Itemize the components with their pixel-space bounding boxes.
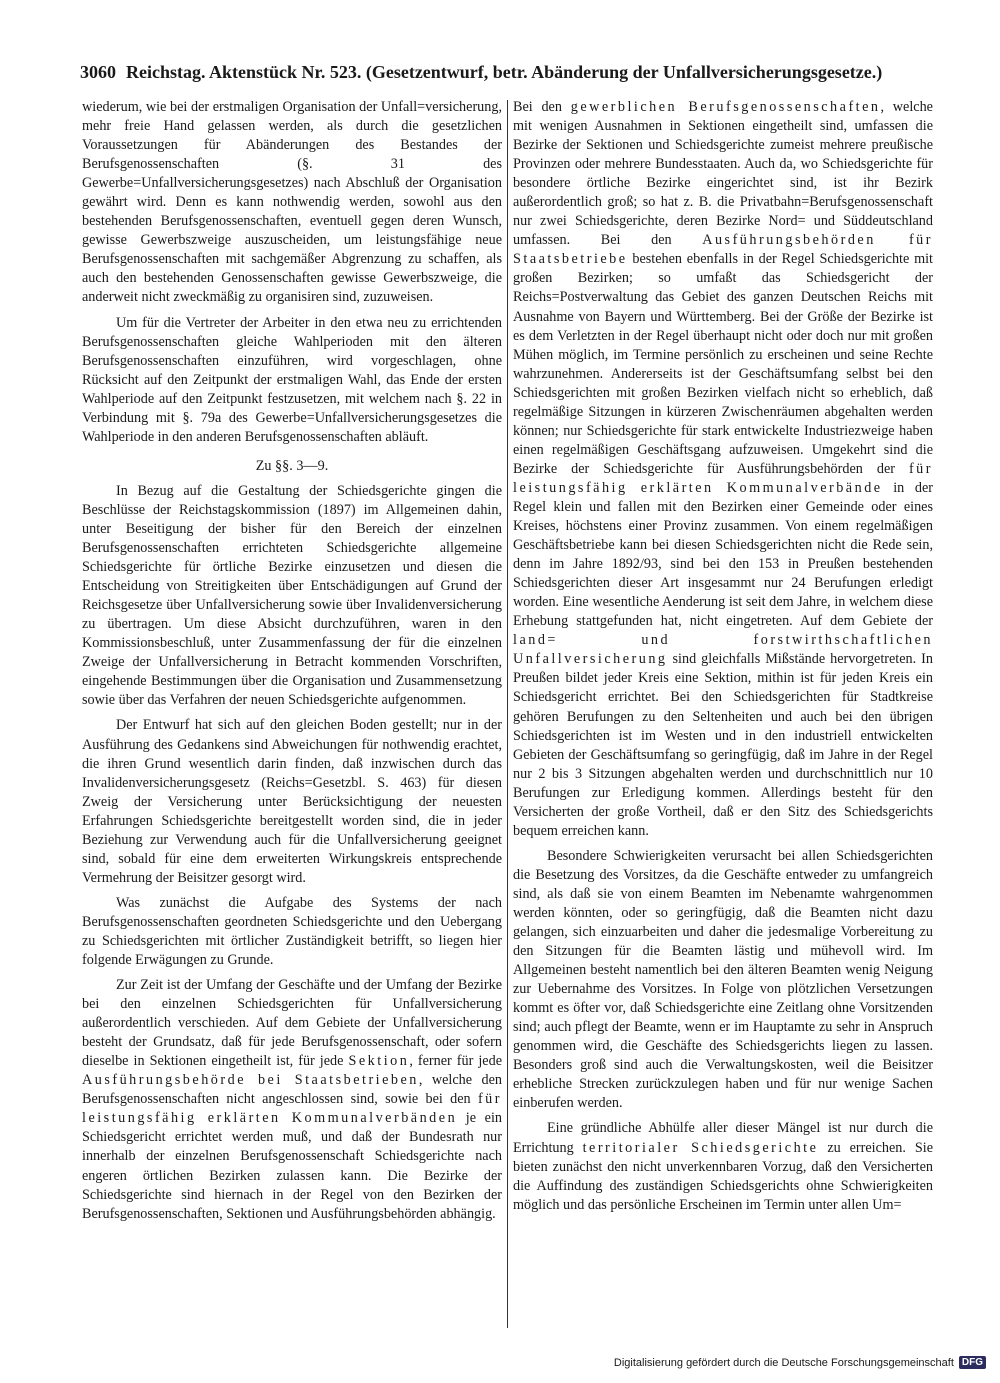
text-run: bestehen ebenfalls in der Regel Schiedsgerichte mit großen Bezirken; so umfaßt das Schiedsgericht der Reichs=Postverwaltung das Gebiet des ganzen Deutschen Reichs mit Ausnahme von Bayern und Württemberg. Bei der Größe der Bezirke ist es dem Verletzten in der Regel überhaupt nicht oder doch nur mit großen Mühen möglich, im Termine persönlich zu erscheinen und seine Rechte wahrzunehmen. Andererseits ist der Geschäftsumfang selbst bei den Schiedsgerichten mit großen Bezirken vielfach nicht so erheblich, daß regelmäßige Sitzungen in kürzeren Zwischenräumen abgehalten werden können; nur Schiedsgerichte für stark entwickelte Industriezweige haben einen regelmäßigen Geschäftsgang aufzuweisen. Umgekehrt sind die Bezirke der Schiedsgerichte für Ausführungsbehörden der (513, 251, 933, 477)
text-run: , welche mit wenigen Ausnahmen in Sektionen eingetheilt sind, umfassen die Bezirke der Sektionen und Schiedsgerichte zumeist mehrere preußische Provinzen oder mehrere Bundesstaaten. Auch da, wo Schiedsgerichte für besondere örtliche Bezirke eingerichtet sind, ist ihr Bezirk außerordentlich groß; so hat z. B. die Privatbahn=Berufsgenossenschaft nur zwei Schiedsgerichte, deren Bezirke Nord= und Süddeutschland umfassen. Bei den (513, 99, 933, 249)
right-column (513, 98, 933, 1215)
section-heading: Zu §§. 3—9. (255, 457, 329, 474)
footer (614, 1356, 986, 1369)
emphasis-text: Ausführungsbehörde bei Staatsbetrieben (82, 1072, 419, 1089)
emphasis-text: territorialer Schiedsgerichte (582, 1139, 819, 1156)
paragraph: Der Entwurf hat sich auf den gleichen Boden gestellt; nur in der Ausführung des Gedankens sind Abweichungen für nothwendig erachtet, die ihren Grund wesentlich darin finden, daß inzwischen durch das Invalidenversicherungsgesetz (Reichs=Gesetzbl. S. 463) für diesen Zweig der Versicherung unter Berücksichtigung der neuesten Erfahrungen Schiedsgerichte bereitgestellt worden sind, die in jeder Beziehung zur Verwendung auch für die Unfallversicherung geeignet sind, sobald für eine dem erweiterten Wirkungskreis entsprechende Vermehrung der Beisitzer gesorgt wird. (82, 717, 502, 886)
text-run: sind gleichfalls Mißstände hervorgetreten. In Preußen bildet jeder Kreis eine Sektion, mithin ist für jeden Kreis ein Schiedsgericht errichtet. Bei den Schiedsgerichten für Stadtkreise gehören Berufungen zu den Seltenheiten und auch bei den übrigen Schiedsgerichten ist im Westen und in den industriell entwickelten Gebieten der Geschäftsumfang so geringfügig, daß im Jahre in der Regel nur 2 bis 3 Sitzungen abgehalten werden und durchschnittlich nur 10 Berufungen zur Erledigung kommen. Allerdings besteht für den Versicherten der große Vortheil, daß er den Sitz des Schiedsgerichts bequem erreichen kann. (513, 651, 933, 839)
paragraph: Um für die Vertreter der Arbeiter in den etwa neu zu errichtenden Berufsgenossenschaften gleiche Wahlperioden mit den älteren Berufsgenossenschaften einzuführen, wird vorgeschlagen, ohne Rücksicht auf den Zeitpunkt der erstmaligen Wahl, das Ende der ersten Wahlperiode auf den Zeitpunkt festzusetzen, mit welchem nach §. 22 in Verbindung mit §. 79a des Gewerbe=Unfallversicherungsgesetzes die Wahlperiode in den anderen Berufsgenossenschaften abläuft. (82, 314, 502, 445)
text-run: Bei den (513, 99, 571, 115)
text-run: zu erreichen. Sie bieten zunächst den nicht unverkennbaren Vorzug, daß den Versicherten die Auffindung des zuständigen Schiedsgerichts ohne Schwierigkeiten möglich und das persönliche Erscheinen im Termin unter allen Um= (513, 1139, 933, 1213)
paragraph: In Bezug auf die Gestaltung der Schiedsgerichte gingen die Beschlüsse der Reichstagskommission (1897) im Allgemeinen dahin, unter Beseitigung der bisher für den Bereich der einzelnen Berufsgenossenschaften errichteten Schiedsgerichte allgemeine Schiedsgerichte für örtliche Bezirke einzusetzen und diesen die Entscheidung von Streitigkeiten über Entschädigungen auf Grund der Reichsgesetze über Unfallversicherung sowie über Invalidenversicherung zu übertragen. Um diese Absicht durchzuführen, waren in den Kommissionsbeschluß, unter Zusammenfassung der für die einzelnen Zweige der Unfallversicherung in Betracht kommenden Vorschriften, eingehende Bestimmungen über die Organisation und Zusammensetzung sowie über das Verfahren der neuen Schiedsgerichte aufgenommen. (82, 482, 502, 709)
paragraph: Was zunächst die Aufgabe des Systems der nach Berufsgenossenschaften geordneten Schiedsgerichte und den Uebergang zu Schiedsgerichten mit örtlicher Zuständigkeit betrifft, so liegen hier folgende Erwägungen zu Grunde. (82, 894, 502, 969)
page-number: 3060 (80, 62, 116, 82)
text-run: , ferner für jede (409, 1053, 502, 1070)
paragraph: Besondere Schwierigkeiten verursacht bei allen Schiedsgerichten die Besetzung des Vorsitzes, da die Geschäfte entweder zu umfangreich sind, als daß sie von einem Beamten im Nebenamte wahrgenommen werden könnten, oder so geringfügig, daß die Beamten nicht dazu gelangen, sich einzuarbeiten und daher die jedesmalige Vorbereitung zu den Sitzungen für die Beamten lästig und mühevoll wird. Im Allgemeinen besteht namentlich bei den älteren Beamten wenig Neigung zur Uebernahme des Vorsitzes. In Folge von plötzlichen Versetzungen kommt es öfter vor, daß Schiedsgerichte eine Zeitlang ohne Vorsitzenden sind; auch pflegt der Beamte, wenn er im Hauptamte zu sehr in Anspruch genommen wird, die Geschäfte des Schiedsgerichts liegen zu lassen. Besonders groß sind auch die Verwaltungskosten, weil die Beisitzer erhebliche Strecken zurückzulegen haben und für nur wenige Sachen einberufen werden. (513, 847, 933, 1112)
emphasis-text: Sektion (348, 1053, 410, 1070)
funding-note: Digitalisierung gefördert durch die Deutsche Forschungsgemeinschaft (613, 1356, 954, 1369)
emphasis-text: für leistungsfähig erklärten Kommunalverbänden (82, 1091, 502, 1127)
paragraph: wiederum, wie bei der erstmaligen Organisation der Unfall=versicherung, mehr freie Hand gelassen werden, als durch die gesetzlichen Voraussetzungen für Abänderungen des Bestandes der Berufsgenossenschaften (§. 31 des Gewerbe=Unfallversicherungsgesetzes) nach Abschluß der Organisation gewährt wird. Denn es kann nothwendig werden, sowohl aus den bestehenden Berufsgenossenschaften, eventuell gegen deren Wunsch, gewisse Gewerbszweige auszuscheiden, um leistungsfähige neue Berufsgenossenschaften mit sachgemäßer Abgrenzung zu schaffen, als auch den bestehenden Genossenschaften gewisse Gewerbszweige, die anderweit nicht zweckmäßig zu organisiren sind, zuzuweisen. (82, 99, 502, 306)
page-header (80, 60, 925, 84)
running-title: Reichstag. Aktenstück Nr. 523. (Gesetzentwurf, betr. Abänderung der Unfallversicherungsgesetze.) (126, 62, 883, 82)
text-run: je ein Schiedsgericht errichtet werden muß, und daß der Bundesrath nur innerhalb der einzelnen Berufsgenossenschaft Schiedsgerichte nach engeren örtlichen Bezirken zulassen kann. Die Bezirke der Schiedsgerichte sind hiernach in der Regel von den Bezirken der Berufsgenossenschaften, Sektionen und Ausführungsbehörden abhängig. (82, 1110, 502, 1222)
text-run: Zur Zeit ist der Umfang der Geschäfte und der Umfang der Bezirke bei den einzelnen Schiedsgerichten für Unfallversicherung außerordentlich verschieden. Auf dem Gebiete der Unfallversicherung besteht der Grundsatz, daß für jede Berufsgenossenschaft, oder sofern dieselbe in Sektionen eingetheilt ist, für jede (82, 977, 502, 1070)
emphasis-text: für leistungsfähig erklärten Kommunalverbände (513, 460, 933, 496)
paragraph (513, 1119, 933, 1214)
emphasis-text: land= und forstwirthschaftlichen Unfallversicherung (513, 632, 933, 668)
text-run: Eine gründliche Abhülfe aller dieser Mängel ist nur durch die Errichtung (513, 1120, 933, 1156)
paragraph (82, 976, 502, 1224)
text-run: , welche den Berufsgenossenschaften nicht angeschlossen sind, sowie bei den (82, 1072, 502, 1108)
column-divider (507, 100, 508, 1328)
paragraph (513, 98, 933, 841)
text-run: in der Regel klein und fallen mit den Bezirken einer Gemeinde oder eines Kreises, höchstens einer Provinz zusammen. Von einem regelmäßigen Geschäftsbetriebe kann bei diesen Schiedsgerichten nicht die Rede sein, denn im Jahre 1892/93, sind bei den 153 in Preußen bestehenden Schiedsgerichten dieser Art insgesammt nur 24 Berufungen erledigt worden. Eine wesentliche Aenderung ist seit dem Jahre, in welchem diese Erhebung stattgefunden hat, nicht eingetreten. Auf dem Gebiete der (513, 479, 933, 630)
emphasis-text: gewerblichen Berufsgenossenschaften (570, 99, 881, 115)
emphasis-text: Ausführungsbehörden für Staatsbetriebe (513, 232, 933, 268)
dfg-logo-icon: DFG (959, 1356, 986, 1369)
left-column (82, 98, 502, 1224)
